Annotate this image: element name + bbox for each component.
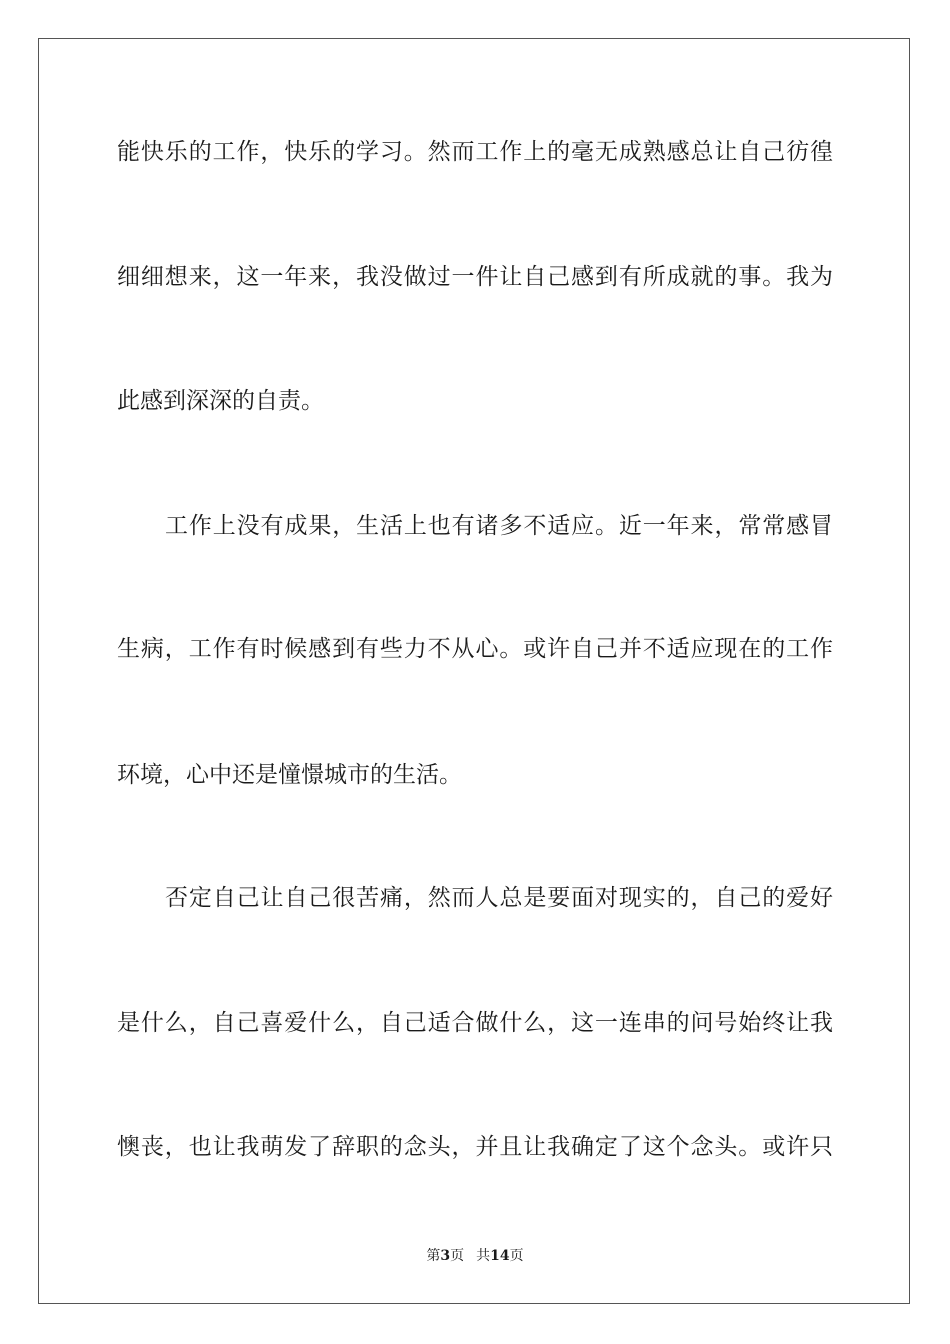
paragraph-line: 细细想来，这一年来，我没做过一件让自己感到有所成就的事。我为 — [117, 264, 833, 290]
paragraph-line: 能快乐的工作，快乐的学习。然而工作上的毫无成熟感总让自己彷徨 — [117, 139, 833, 165]
page-border — [38, 38, 910, 1304]
paragraph-line: 生病，工作有时候感到有些力不从心。或许自己并不适应现在的工作 — [117, 636, 833, 662]
total-prefix: 共 — [476, 1248, 491, 1264]
paragraph-line: 懊丧，也让我萌发了辞职的念头，并且让我确定了这个念头。或许只 — [117, 1134, 833, 1160]
paragraph-line: 工作上没有成果，生活上也有诸多不适应。近一年来，常常感冒 — [165, 513, 833, 539]
total-pages: 14 — [490, 1248, 510, 1264]
page-number: 3 — [440, 1248, 451, 1264]
paragraph-line: 环境，心中还是憧憬城市的生活。 — [117, 762, 462, 788]
paragraph-line: 否定自己让自己很苦痛，然而人总是要面对现实的，自己的爱好 — [165, 885, 833, 911]
page-prefix: 第 — [426, 1248, 441, 1264]
paragraph-line: 是什么，自己喜爱什么，自己适合做什么，这一连串的问号始终让我 — [117, 1010, 833, 1036]
total-suffix: 页 — [509, 1248, 524, 1264]
paragraph-line: 此感到深深的自责。 — [117, 388, 324, 414]
page-footer — [0, 1247, 950, 1265]
page-suffix: 页 — [450, 1248, 465, 1264]
